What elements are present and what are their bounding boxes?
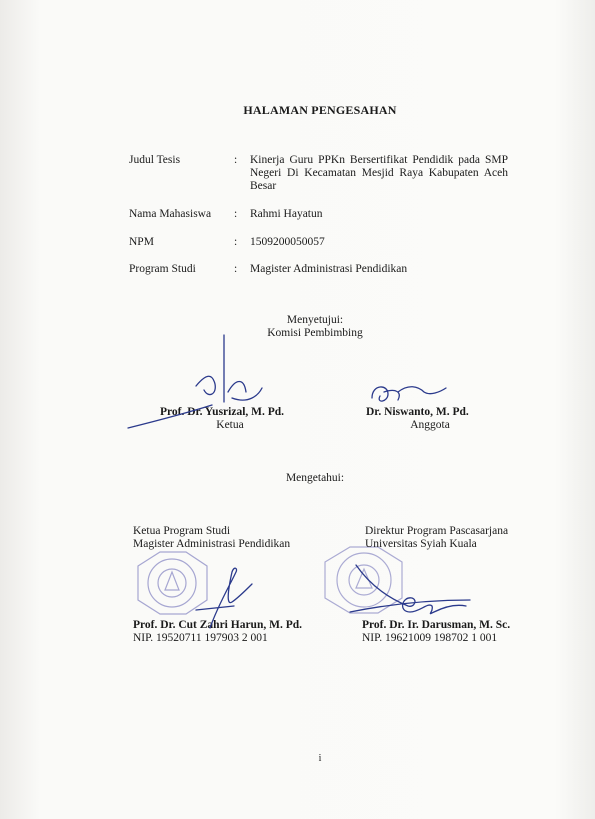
signature-left-official [196, 568, 252, 628]
field-label-thesis: Judul Tesis [129, 154, 181, 166]
field-colon: : [234, 208, 238, 220]
official-left-name: Prof. Dr. Cut Zahri Harun, M. Pd. [133, 619, 302, 631]
official-right-nip: NIP. 19621009 198702 1 001 [362, 632, 498, 644]
field-value-thesis: Kinerja Guru PPKn Bersertifikat Pendidik pada SMP Negeri Di Kecamatan Mesjid Raya Kabupaten Aceh Besar [250, 154, 508, 192]
signature-right-official [350, 565, 470, 614]
field-label-npm: NPM [129, 236, 154, 248]
supervisor-chair-name: Prof. Dr. Yusrizal, M. Pd. [160, 406, 285, 418]
official-left-title: Ketua Program Studi [133, 525, 231, 537]
official-right-dept: Universitas Syiah Kuala [365, 538, 477, 550]
acknowledge-heading: Mengetahui: [285, 472, 345, 484]
field-colon: : [234, 263, 238, 275]
signature-member [372, 387, 446, 401]
signature-chair [128, 335, 262, 428]
approval-committee: Komisi Pembimbing [267, 327, 363, 339]
field-value-npm: 1509200050057 [250, 236, 325, 248]
field-value-student: Rahmi Hayatun [250, 208, 323, 220]
official-right-title: Direktur Program Pascasarjana [365, 525, 509, 537]
supervisor-member-name: Dr. Niswanto, M. Pd. [366, 406, 469, 418]
field-label-program: Program Studi [129, 263, 196, 275]
field-value-program: Magister Administrasi Pendidikan [250, 263, 408, 275]
supervisor-member-role: Anggota [410, 419, 450, 431]
official-left-dept: Magister Administrasi Pendidikan [133, 538, 291, 550]
approval-heading: Menyetujui: [286, 314, 344, 326]
official-left-nip: NIP. 19520711 197903 2 001 [133, 632, 268, 644]
supervisor-chair-role: Ketua [216, 419, 244, 431]
field-colon: : [234, 154, 238, 166]
page-number: i [318, 753, 322, 764]
field-label-student: Nama Mahasiswa [129, 208, 212, 220]
field-colon: : [234, 236, 238, 248]
official-right-name: Prof. Dr. Ir. Darusman, M. Sc. [362, 619, 511, 631]
page-title: HALAMAN PENGESAHAN [243, 103, 397, 117]
